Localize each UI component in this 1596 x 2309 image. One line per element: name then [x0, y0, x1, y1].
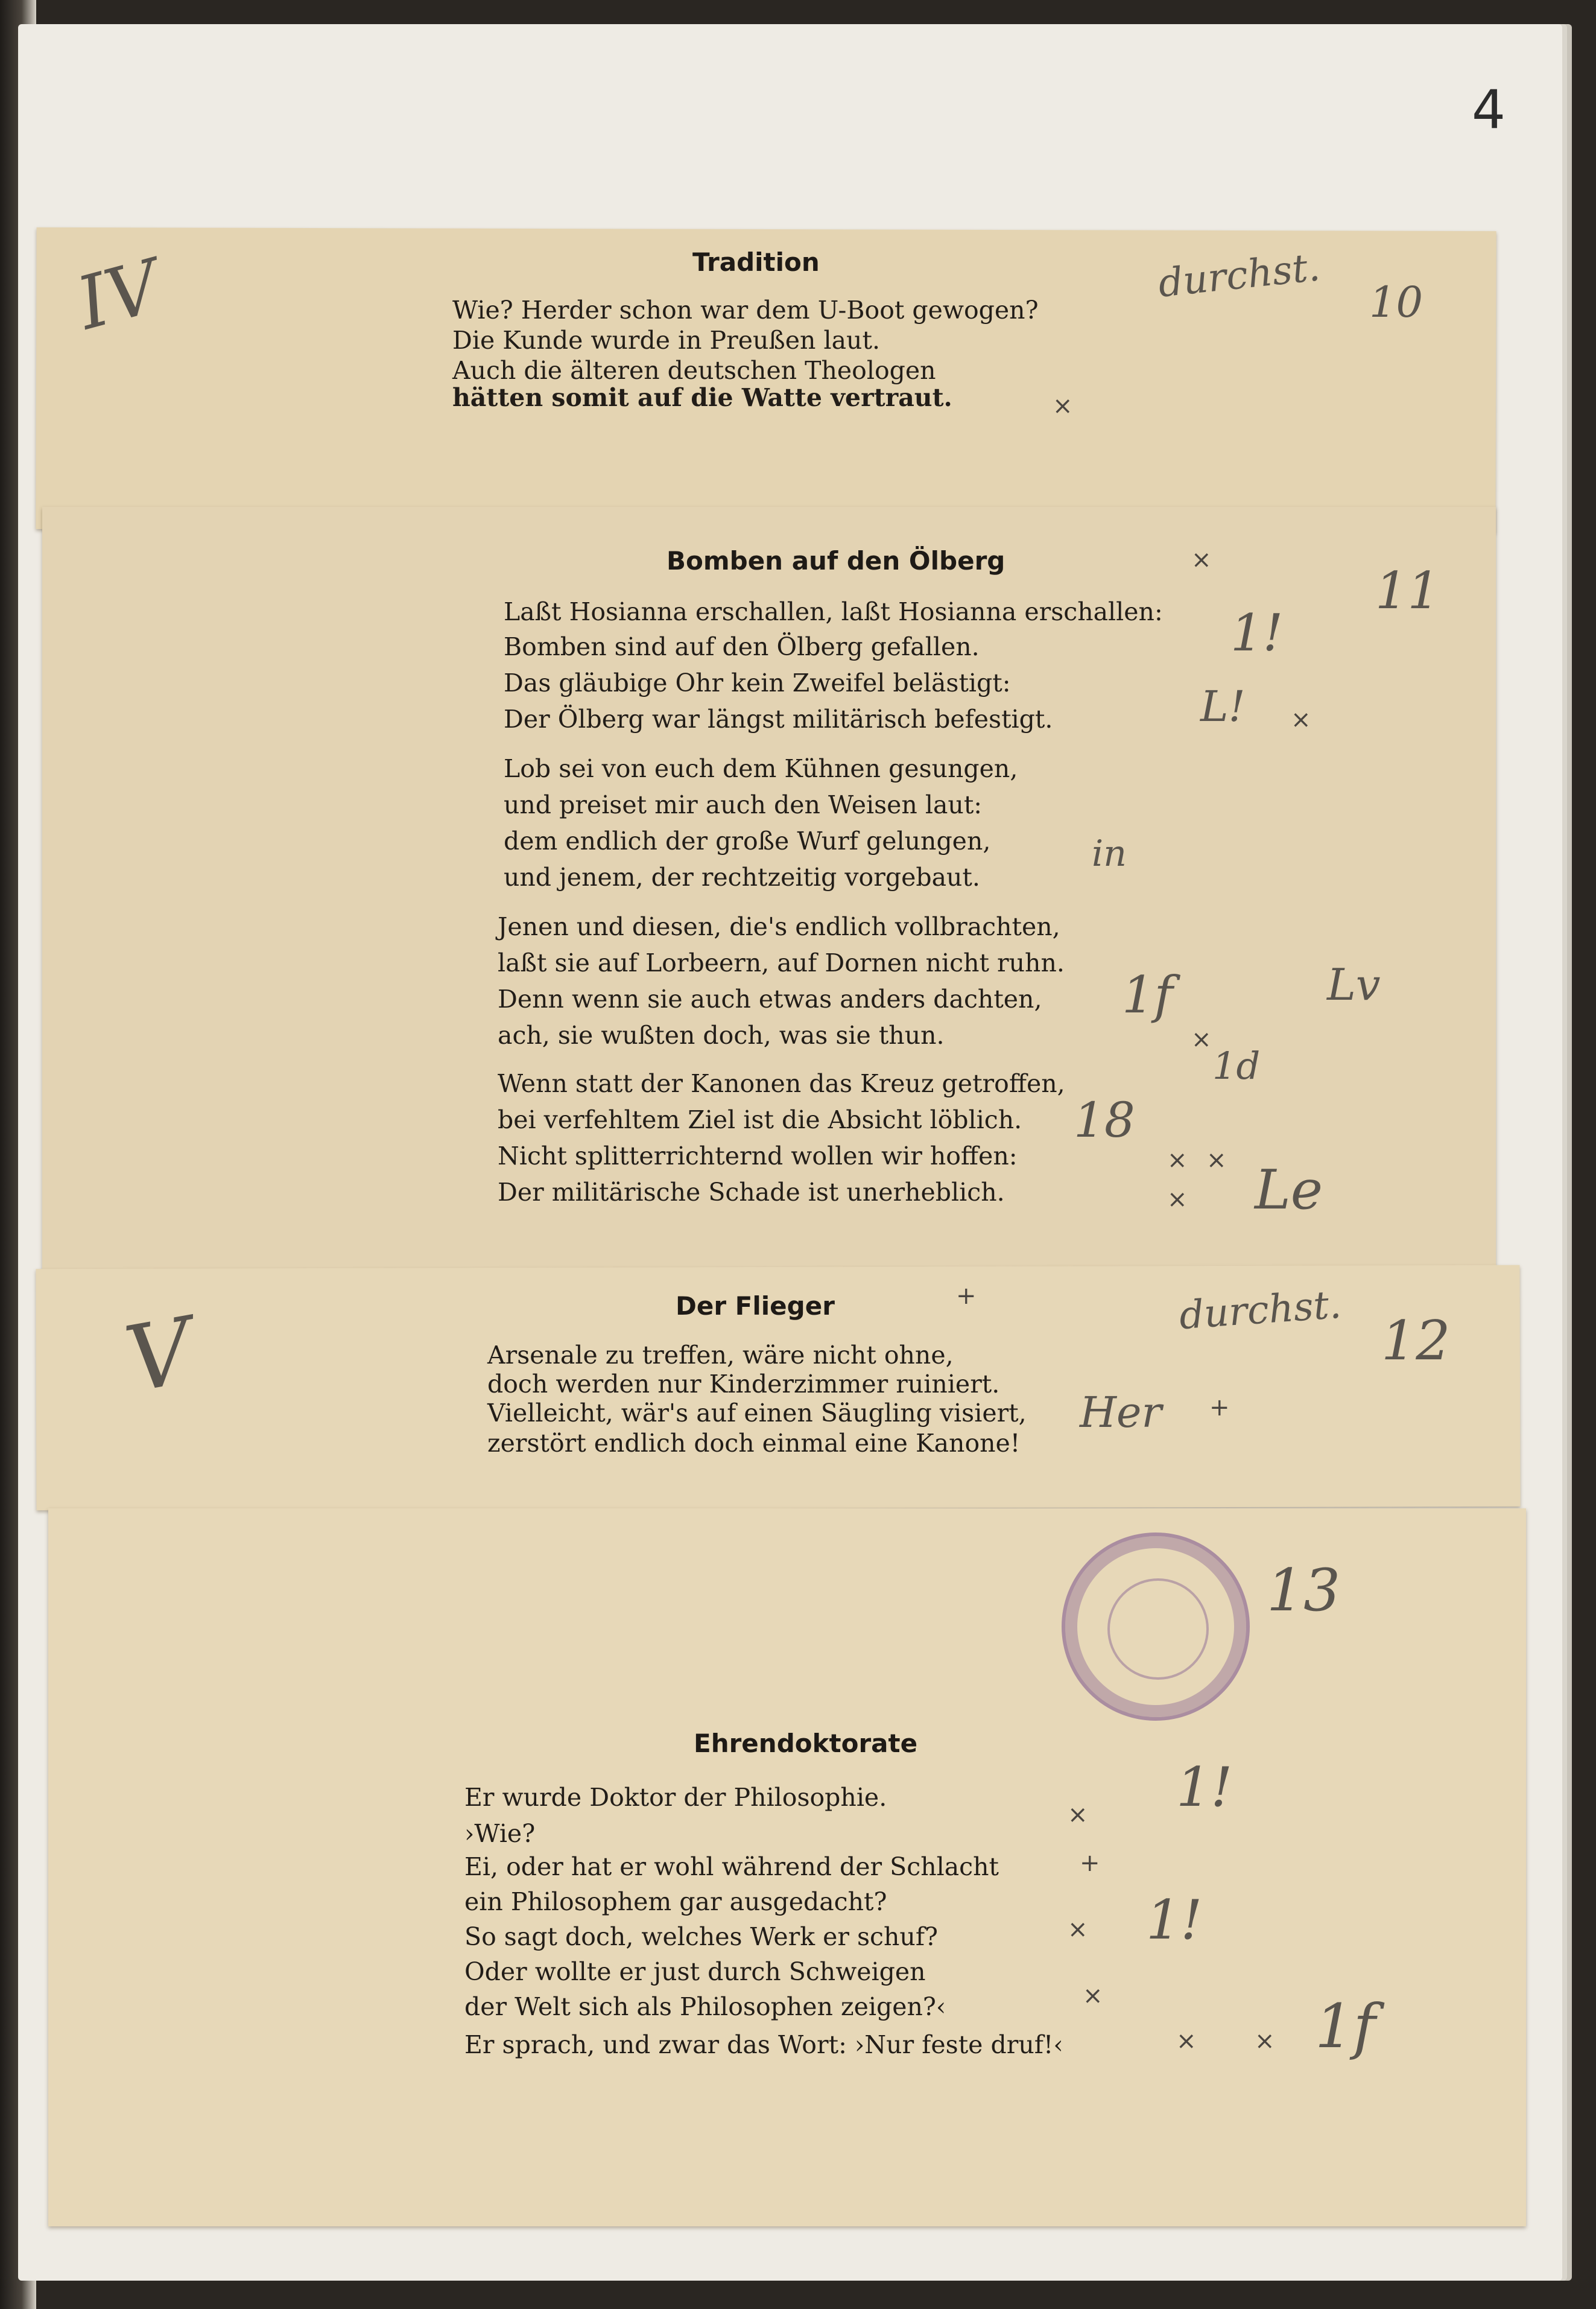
page-number: 4 [1472, 78, 1506, 141]
poem-line: bei verfehltem Ziel ist die Absicht löblich. [498, 1105, 1022, 1134]
poem-line: Er wurde Doktor der Philosophie. [464, 1783, 887, 1812]
poem-line: Nicht splitterrichternd wollen wir hoffen: [498, 1142, 1018, 1170]
poem-line: Ei, oder hat er wohl während der Schlacht [464, 1852, 999, 1881]
handwritten-note: Her [1080, 1388, 1162, 1437]
poem-line: Der Ölberg war längst militärisch befestigt. [504, 705, 1053, 734]
pencil-mark: × [1068, 1801, 1088, 1829]
pencil-mark: × [1083, 1982, 1103, 2010]
poem-line: laßt sie auf Lorbeern, auf Dornen nicht ruhn. [498, 948, 1065, 977]
handwritten-note: Lv [1327, 959, 1381, 1010]
pencil-mark: × [1191, 546, 1212, 574]
handwritten-numeral: IV [69, 244, 169, 346]
poem-line: Oder wollte er just durch Schweigen [464, 1957, 926, 1986]
pencil-mark: + [956, 1282, 977, 1310]
poem-line: dem endlich der große Wurf gelungen, [504, 827, 991, 856]
poem-line: Das gläubige Ohr kein Zweifel belästigt: [504, 669, 1011, 697]
poem-line: ein Philosophem gar ausgedacht? [464, 1887, 887, 1916]
handwritten-number: 12 [1381, 1309, 1451, 1373]
poem-line: Er sprach, und zwar das Wort: ›Nur feste druf!‹ [464, 2030, 1063, 2059]
handwritten-note: 1f [1122, 965, 1173, 1024]
handwritten-numeral: V [118, 1298, 201, 1414]
poem-line: Lob sei von euch dem Kühnen gesungen, [504, 754, 1018, 783]
poem-line: Wenn statt der Kanonen das Kreuz getroffen, [498, 1069, 1065, 1098]
pencil-mark: × [1191, 1026, 1212, 1053]
pencil-mark: × [1068, 1916, 1088, 1943]
pencil-mark: + [1209, 1394, 1230, 1421]
poem-line: Vielleicht, wär's auf einen Säugling visiert, [487, 1399, 1027, 1428]
poem-line: zerstört endlich doch einmal eine Kanone! [487, 1429, 1021, 1458]
poem-line: doch werden nur Kinderzimmer ruiniert. [487, 1370, 1000, 1399]
poem-line: Denn wenn sie auch etwas anders dachten, [498, 985, 1042, 1014]
poem-line: ›Wie? [464, 1819, 536, 1848]
library-stamp [1062, 1532, 1250, 1721]
poem-line: Der militärische Schade ist unerheblich. [498, 1178, 1005, 1207]
handwritten-note: in [1092, 833, 1127, 875]
poem-line: Arsenale zu treffen, wäre nicht ohne, [487, 1341, 954, 1370]
poem-line: ach, sie wußten doch, was sie thun. [498, 1021, 945, 1050]
pencil-mark: × [1167, 1186, 1188, 1213]
clipping-title: Tradition [692, 247, 820, 277]
handwritten-note: Le [1255, 1158, 1323, 1222]
clipping-title: Der Flieger [676, 1291, 835, 1321]
clipping-title: Bomben auf den Ölberg [667, 546, 1005, 576]
handwritten-number: 11 [1375, 561, 1440, 620]
poem-line: Auch die älteren deutschen Theologen [452, 356, 936, 385]
poem-line: Wie? Herder schon war dem U-Boot gewogen? [452, 296, 1039, 325]
handwritten-note: 1f [1315, 1991, 1376, 2062]
poem-line: Jenen und diesen, die's endlich vollbrachten, [498, 912, 1060, 941]
handwritten-note: 1! [1146, 1888, 1203, 1952]
poem-line: und preiset mir auch den Weisen laut: [504, 790, 983, 819]
poem-line: Die Kunde wurde in Preußen laut. [452, 326, 880, 355]
handwritten-note: 18 [1074, 1092, 1135, 1148]
handwritten-number: 13 [1267, 1557, 1341, 1624]
pencil-mark: × [1291, 706, 1311, 734]
pencil-mark: × [1206, 1146, 1227, 1174]
pencil-mark: + [1080, 1849, 1100, 1877]
poem-line: Bomben sind auf den Ölberg gefallen. [504, 632, 980, 661]
handwritten-note: L! [1200, 682, 1246, 731]
clipping-title: Ehrendoktorate [694, 1729, 918, 1758]
handwritten-note: 1! [1176, 1756, 1233, 1819]
pencil-mark: × [1053, 392, 1073, 420]
handwritten-remark: durchst. [1177, 1282, 1343, 1339]
pencil-mark: × [1167, 1146, 1188, 1174]
handwritten-note: 1! [1230, 603, 1284, 662]
poem-line: So sagt doch, welches Werk er schuf? [464, 1922, 938, 1951]
poem-line: hätten somit auf die Watte vertraut. [452, 383, 952, 412]
handwritten-remark: durchst. [1156, 245, 1322, 306]
poem-line: der Welt sich als Philosophen zeigen?‹ [464, 1992, 946, 2021]
handwritten-number: 10 [1369, 278, 1423, 327]
pencil-mark: × [1255, 2027, 1275, 2055]
poem-line: und jenem, der rechtzeitig vorgebaut. [504, 863, 980, 892]
poem-line: Laßt Hosianna erschallen, laßt Hosianna erschallen: [504, 597, 1163, 626]
handwritten-note: 1d [1212, 1044, 1261, 1088]
pencil-mark: × [1176, 2027, 1197, 2055]
